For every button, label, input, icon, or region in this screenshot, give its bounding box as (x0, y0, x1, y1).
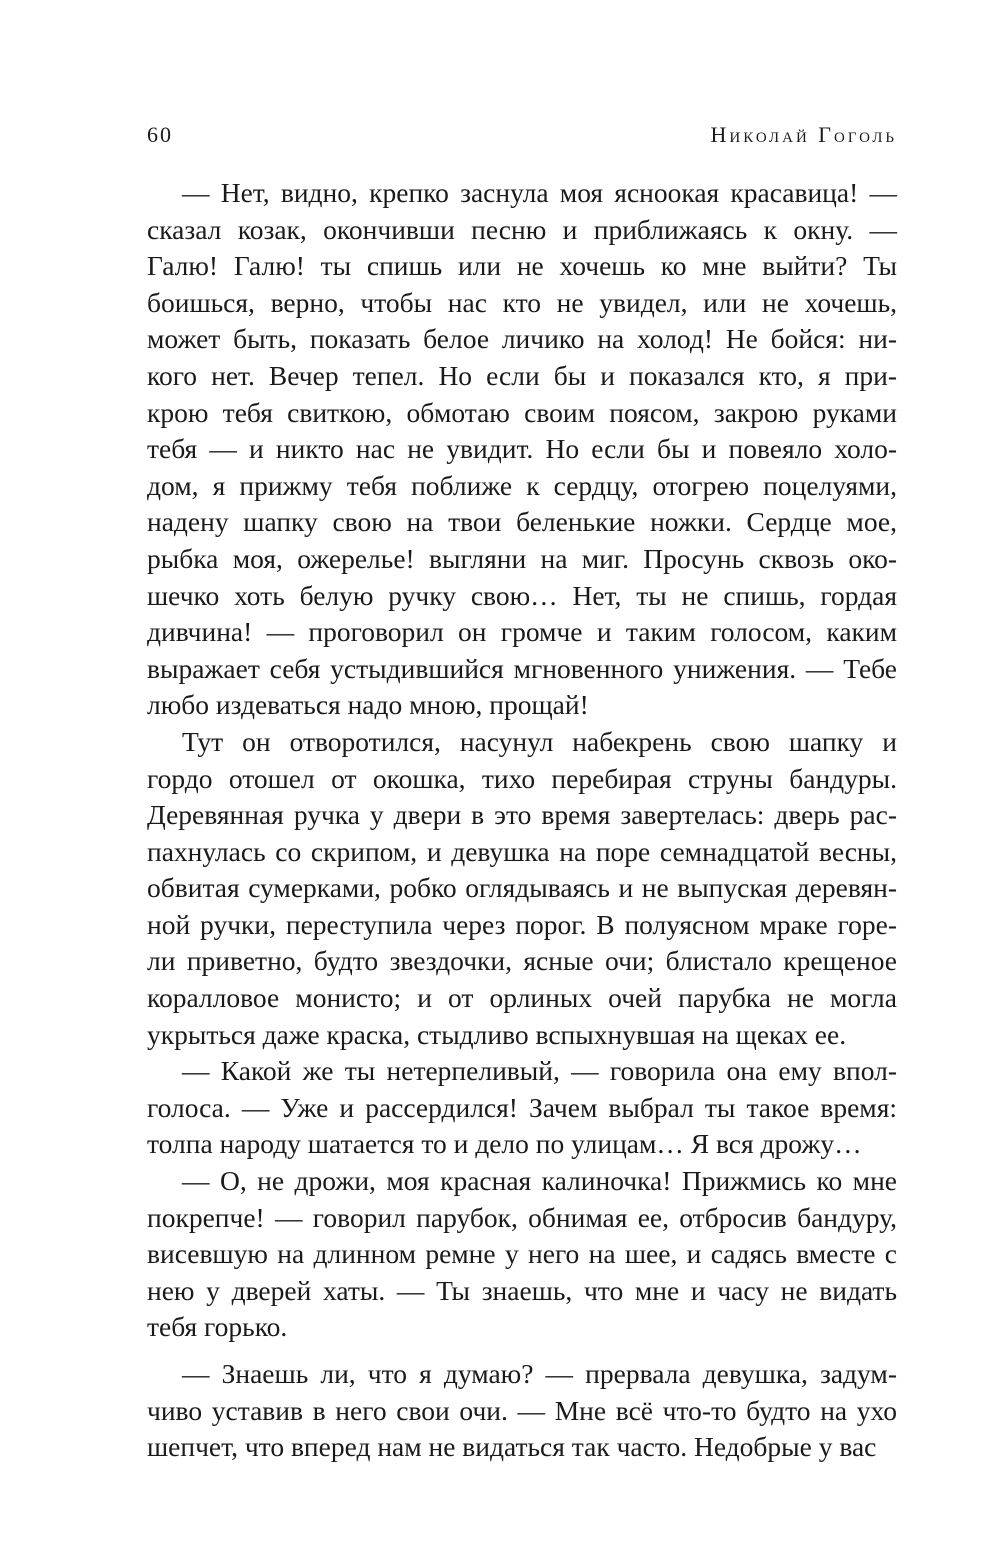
text-line: выражает себя устыдившийся мгновенного унижения. — Тебе (147, 652, 897, 684)
text-line: Деревянная ручка у двери в это время завертелась: дверь рас- (147, 799, 897, 831)
running-head-author: Николай Гоголь (710, 122, 897, 147)
text-line: шечко хоть белую ручку свою… Нет, ты не спишь, гордая (147, 579, 897, 611)
text-line: толпа народу шатается то и дело по улицам… Я вся дрожу… (147, 1128, 862, 1160)
text-line: чиво уставив в него свои очи. — Мне всё что-то будто на ухо (147, 1394, 897, 1426)
paragraph-gap (147, 1346, 897, 1356)
text-line: пахнулась со скрипом, и девушка на поре семнадцатой весны, (147, 835, 897, 867)
text-line: — О, не дрожи, моя красная калиночка! Прижмись ко мне (182, 1165, 897, 1197)
text-line: нею у дверей хаты. — Ты знаешь, что мне и часу не видать (147, 1274, 897, 1306)
text-line: любо издеваться надо мною, прощай! (147, 689, 589, 721)
text-line: коралловое монисто; и от орлиных очей парубка не могла (147, 982, 897, 1014)
text-line: кого нет. Вечер тепел. Но если бы и показался кто, я при- (147, 359, 897, 391)
text-line: — Знаешь ли, что я думаю? — прервала девушка, задум- (182, 1358, 897, 1389)
text-line: покрепче! — говорил парубок, обнимая ее, отбросив бандуру, (147, 1201, 897, 1233)
text-line: укрыться даже краска, стыдливо вспыхнувшая на щеках ее. (147, 1018, 847, 1050)
text-line: крою тебя свиткою, обмотаю своим поясом, закрою руками (147, 396, 897, 428)
running-head (147, 122, 897, 154)
text-line: боишься, верно, чтобы нас кто не увидел, или не хочешь, (147, 286, 897, 318)
text-line: — Какой же ты нетерпеливый, — говорила она ему впол- (182, 1055, 897, 1087)
paragraph (147, 175, 897, 724)
paragraph (147, 1163, 897, 1346)
text-line: тебя горько. (147, 1311, 288, 1343)
text-line: дом, я прижму тебя поближе к сердцу, отогрею поцелуями, (147, 469, 897, 501)
text-line: надену шапку свою на твои беленькие ножки. Сердце мое, (147, 506, 897, 538)
text-line: Галю! Галю! ты спишь или не хочешь ко мне выйти? Ты (147, 250, 897, 282)
text-line: — Нет, видно, крепко заснула моя яснoокая красавица! — (182, 177, 897, 208)
text-line: дивчина! — проговорил он громче и таким голосом, каким (147, 616, 897, 648)
text-line: гордо отошел от окошка, тихо перебирая струны бандуры. (147, 762, 897, 794)
body-text (147, 175, 897, 1466)
text-line: рыбка моя, ожерелье! выгляни на миг. Просунь сквозь око- (147, 542, 897, 574)
paragraph (147, 724, 897, 1053)
text-line: сказал козак, окончивши песню и приближаясь к окну. — (147, 213, 897, 245)
text-line: тебя — и никто нас не увидит. Но если бы и повеяло холо- (147, 433, 897, 465)
text-line: может быть, показать белое личико на холод! Не бойся: ни- (147, 323, 897, 355)
text-line: шепчет, что вперед нам не видаться так часто. Недобрые у вас (147, 1431, 877, 1463)
text-line: висевшую на длинном ремне у него на шее, и садясь вместе с (147, 1238, 897, 1270)
text-line: Тут он отворотился, насунул набекрень свою шапку и (182, 725, 897, 757)
text-line: ли приветно, будто звездочки, ясные очи; блистало крещеное (147, 945, 897, 977)
paragraph (147, 1053, 897, 1163)
text-line: обвитая сумерками, робко оглядываясь и не выпуская деревян- (147, 872, 897, 904)
paragraph (147, 1356, 897, 1466)
text-line: ной ручки, переступила через порог. В полуясном мраке горе- (147, 908, 897, 940)
page-number: 60 (147, 122, 173, 147)
text-line: голоса. — Уже и рассердился! Зачем выбрал ты такое время: (147, 1091, 897, 1123)
